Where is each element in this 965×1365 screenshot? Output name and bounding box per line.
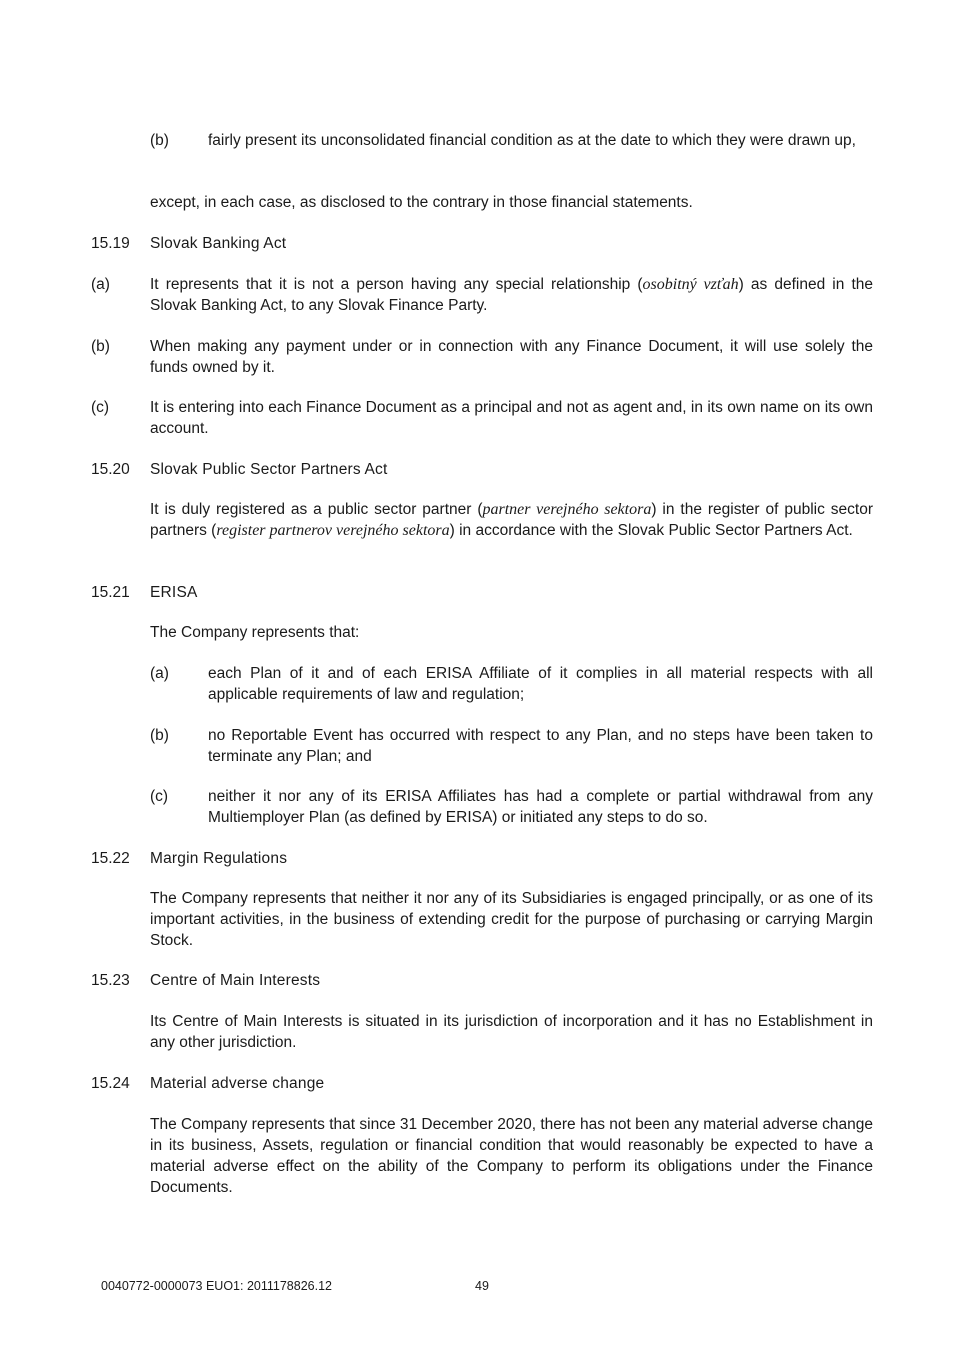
item-label: (c) <box>150 788 169 805</box>
section-heading: ERISA <box>150 584 198 601</box>
footer-doc-ref: 0040772-0000073 EUO1: 2011178826.12 <box>101 1279 332 1293</box>
italic-term: partner verejného sektora <box>482 501 652 518</box>
section-number: 15.19 <box>91 235 130 252</box>
item-label: (b) <box>150 132 169 149</box>
item-text: neither it nor any of its ERISA Affiliates has had a complete or partial withdrawal from any Multiemployer Plan (as defined by ERISA) or initiated any steps to do so. <box>208 788 873 826</box>
paragraph: Its Centre of Main Interests is situated in its jurisdiction of incorporation and it has no Establishment in any other jurisdiction. <box>150 1013 873 1051</box>
item-text: It represents that it is not a person having any special relationship (osobitný vzťah) as defined in the Slovak Banking Act, to any Slovak Finance Party. <box>150 276 873 314</box>
item-label: (a) <box>91 276 110 293</box>
paragraph: The Company represents that: <box>150 624 360 641</box>
section-heading: Material adverse change <box>150 1075 325 1092</box>
item-label: (b) <box>91 338 110 355</box>
paragraph: except, in each case, as disclosed to the contrary in those financial statements. <box>150 194 693 211</box>
section-number: 15.20 <box>91 461 130 478</box>
section-heading: Margin Regulations <box>150 850 288 867</box>
item-text: fairly present its unconsolidated financial condition as at the date to which they were drawn up, <box>208 132 856 149</box>
section-number: 15.21 <box>91 584 130 601</box>
section-heading: Slovak Banking Act <box>150 235 287 252</box>
item-label: (a) <box>150 665 169 682</box>
page-number: 49 <box>475 1279 489 1293</box>
item-label: (c) <box>91 399 110 416</box>
paragraph: It is duly registered as a public sector partner (partner verejného sektora) in the register of public sector partners (register partnerov verejného sektora) in accordance with the Slovak Public Sector Partners Act. <box>150 501 874 539</box>
paragraph: The Company represents that neither it nor any of its Subsidiaries is engaged principally, or as one of its important activities, in the business of extending credit for the purpose of purchasing or carrying Margin Stock. <box>150 890 873 949</box>
paragraph: The Company represents that since 31 December 2020, there has not been any material adverse change in its business, Assets, regulation or financial condition that would reasonably be expected to have a material adverse effect on the ability of the Company to perform its obligations under the Finance Documents. <box>150 1116 873 1196</box>
item-text: When making any payment under or in connection with any Finance Document, it will use solely the funds owned by it. <box>150 338 873 376</box>
italic-term: osobitný vzťah <box>642 276 739 293</box>
item-text: no Reportable Event has occurred with respect to any Plan, and no steps have been taken to terminate any Plan; and <box>208 727 873 765</box>
section-heading: Slovak Public Sector Partners Act <box>150 461 388 478</box>
section-heading: Centre of Main Interests <box>150 972 321 989</box>
italic-term: register partnerov verejného sektora <box>216 522 450 539</box>
item-label: (b) <box>150 727 169 744</box>
section-number: 15.23 <box>91 972 130 989</box>
section-number: 15.22 <box>91 850 130 867</box>
section-number: 15.24 <box>91 1075 130 1092</box>
item-text: It is entering into each Finance Document as a principal and not as agent and, in its own name on its own account. <box>150 399 873 437</box>
item-text: each Plan of it and of each ERISA Affiliate of it complies in all material respects with all applicable requirements of law and regulation; <box>208 665 873 703</box>
